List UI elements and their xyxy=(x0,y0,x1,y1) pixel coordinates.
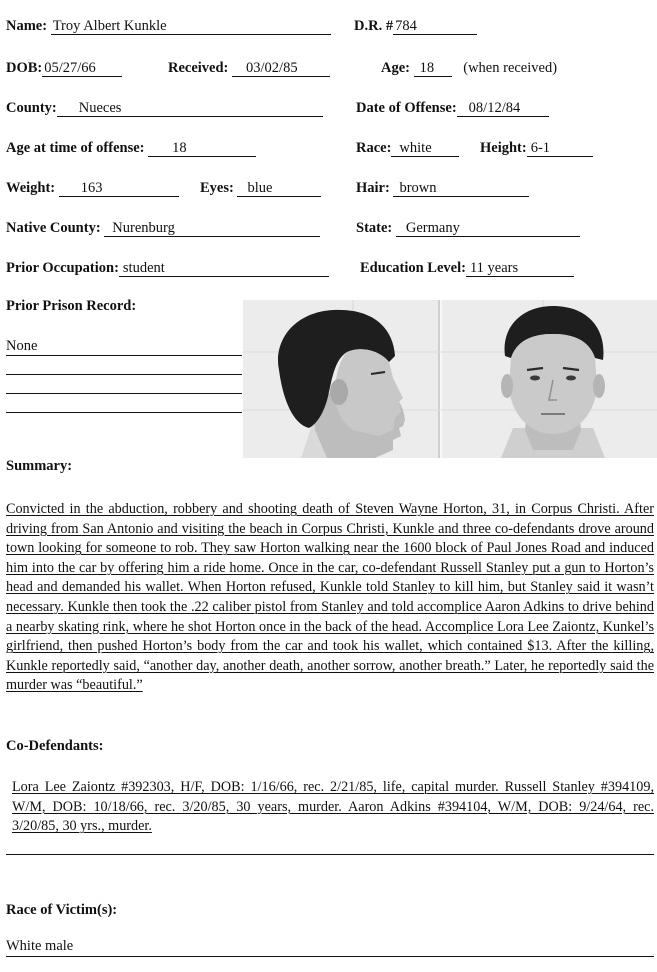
codefendants-text xyxy=(6,778,654,837)
received-row xyxy=(168,60,330,77)
dob-value: 05/27/66 xyxy=(42,61,122,77)
state-row xyxy=(356,220,580,237)
received-label: Received: xyxy=(168,60,229,76)
name-value: Troy Albert Kunkle xyxy=(51,19,331,35)
date-offense-row xyxy=(356,100,549,117)
prior-record-value: None xyxy=(6,338,242,356)
blank-line xyxy=(6,836,654,855)
prior-occupation-value: student xyxy=(119,261,329,277)
age-row xyxy=(381,60,557,77)
dob-row xyxy=(6,60,122,77)
prior-occupation-row xyxy=(6,260,329,277)
codefendants-blank-lines xyxy=(6,836,654,855)
height-row xyxy=(480,140,593,157)
blank-line xyxy=(6,375,242,394)
state-value: Germany xyxy=(396,221,580,237)
summary-body: Convicted in the abduction, robbery and shooting death of Steven Wayne Horton, 31, in Corpus Christi. After driving from San Antonio and visiting the beach in Corpus Christi, Kunkle and three co-defendants drove around town looking for someone to rob. They saw Horton walking near the 1600 block of Paul Jones Road and induced him into the car by offering him a ride home. Once in the car, co-defendant Russell Stanley put a gun to Horton’s head and demanded his wallet. When Horton refused, Kunkle told Stanley to kill him, but Stanley said it wasn’t necessary. Kunkle then took the .22 caliber pistol from Stanley and told accomplice Aaron Adkins to drive behind a nearby skating rink, where he shot Horton once in the back of the head. Accomplice Lora Lee Zaiontz, Kunkel’s girlfriend, then pushed Horton’s body from the car and took his wallet, which contained $13. After the killing, Kunkle reportedly said, “another day, another death, another sorrow, another breath.” Later, he reportedly said the murder was “beautiful.” xyxy=(6,501,654,694)
state-label: State: xyxy=(356,220,393,236)
weight-value: 163 xyxy=(59,181,179,197)
prior-record-row xyxy=(6,298,136,315)
education-value: 11 years xyxy=(466,261,574,277)
hair-row xyxy=(356,180,529,197)
summary-label: Summary: xyxy=(6,458,73,474)
mugshot-photo xyxy=(243,300,657,458)
height-label: Height: xyxy=(480,140,527,156)
age-note: (when received) xyxy=(463,60,558,76)
summary-text xyxy=(6,500,654,696)
dr-label: D.R. # xyxy=(354,18,394,34)
eyes-value: blue xyxy=(237,181,321,197)
weight-label: Weight: xyxy=(6,180,56,196)
prior-occupation-label: Prior Occupation: xyxy=(6,260,119,276)
name-row xyxy=(6,18,331,35)
county-label: County: xyxy=(6,100,57,116)
age-offense-value: 18 xyxy=(148,141,256,157)
native-county-row xyxy=(6,220,320,237)
age-label: Age: xyxy=(381,60,410,76)
race-row xyxy=(356,140,459,157)
education-label: Education Level: xyxy=(360,260,466,276)
county-value: Nueces xyxy=(57,101,323,117)
date-offense-label: Date of Offense: xyxy=(356,100,457,116)
codefendants-body: Lora Lee Zaiontz #392303, H/F, DOB: 1/16/66, rec. 2/21/85, life, capital murder. Russell Stanley #394109, W/M, DOB: 10/18/66, rec. 3/20/85, 30 years, murder. Aaron Adkins #394104, W/M, DOB: 9/24/64, rec. 3/20/85, 30 yrs., murder. xyxy=(12,779,654,835)
front-view-figure xyxy=(501,306,605,458)
blank-line xyxy=(6,394,242,413)
dr-value: 784 xyxy=(393,19,477,35)
race-label: Race: xyxy=(356,140,392,156)
prior-record-lines xyxy=(6,338,242,413)
eyes-label: Eyes: xyxy=(200,180,234,196)
date-offense-value: 08/12/84 xyxy=(457,101,549,117)
hair-label: Hair: xyxy=(356,180,390,196)
hair-value: brown xyxy=(393,181,529,197)
education-row xyxy=(360,260,574,277)
age-offense-label: Age at time of offense: xyxy=(6,140,145,156)
native-county-label: Native County: xyxy=(6,220,101,236)
native-county-value: Nurenburg xyxy=(104,221,320,237)
prior-record-label: Prior Prison Record: xyxy=(6,298,137,314)
name-label: Name: xyxy=(6,18,48,34)
codefendants-label: Co-Defendants: xyxy=(6,738,104,754)
blank-line xyxy=(6,356,242,375)
age-offense-row xyxy=(6,140,256,157)
race-value: white xyxy=(391,141,459,157)
victim-line xyxy=(6,938,654,957)
dob-label: DOB: xyxy=(6,60,43,76)
received-value: 03/02/85 xyxy=(232,61,330,77)
weight-row xyxy=(6,180,179,197)
victim-value: White male xyxy=(6,938,654,957)
county-row xyxy=(6,100,323,117)
victim-label: Race of Victim(s): xyxy=(6,902,118,918)
dr-row xyxy=(354,18,477,35)
age-value: 18 xyxy=(414,61,452,77)
eyes-row xyxy=(200,180,321,197)
height-value: 6-1 xyxy=(527,141,593,157)
